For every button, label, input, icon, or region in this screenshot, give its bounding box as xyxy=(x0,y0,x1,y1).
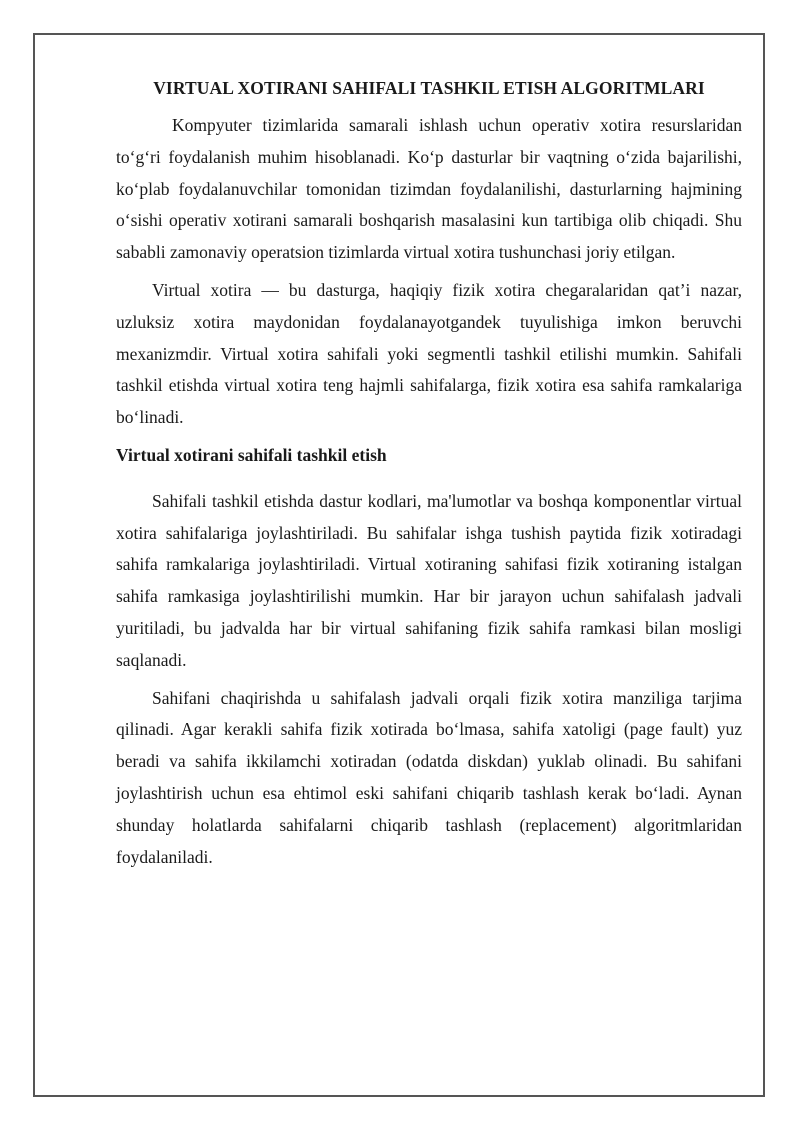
intro-paragraph: Kompyuter tizimlarida samarali ishlash uchun operativ xotira resurslaridan to‘g‘ri foydalanish muhim hisoblanadi. Ko‘p dasturlar bir vaqtning o‘zida bajarilishi, ko‘plab foydalanuvchilar tomonidan tizimdan foydalanilishi, dasturlarning hajmining o‘sishi operativ xotirani samarali boshqarish masalasini kun tartibiga olib chiqadi. Shu sababli zamonaviy operatsion tizimlarda virtual xotira tushunchasi joriy etilgan. xyxy=(116,115,742,263)
section-heading: Virtual xotirani sahifali tashkil etish xyxy=(116,444,387,465)
paging-paragraph: Sahifali tashkil etishda dastur kodlari, ma'lumotlar va boshqa komponentlar virtual xotira sahifalariga joylashtiriladi. Bu sahifalar ishga tushish paytida fizik xotiradagi sahifa ramkalariga joylashtiriladi. Virtual xotiraning sahifasi fizik xotiraning istalgan sahifa ramkasiga joylashtirilishi mumkin. Har bir jarayon uchun sahifalash jadvali yuritiladi, bu jadvalda har bir virtual sahifaning fizik sahifa ramkasi bilan mosligi saqlanadi. xyxy=(116,490,742,670)
document-body xyxy=(116,72,742,879)
document-title: VIRTUAL XOTIRANI SAHIFALI TASHKIL ETISH ALGORITMLARI xyxy=(153,78,705,98)
virtual-memory-definition-paragraph: Virtual xotira — bu dasturga, haqiqiy fizik xotira chegaralaridan qat’i nazar, uzluksiz xotira maydonidan foydalanayotgandek tuyulishiga imkon beruvchi mexanizmdir. Virtual xotira sahifali yoki segmentli tashkil etilishi mumkin. Sahifali tashkil etishda virtual xotira teng hajmli sahifalarga, fizik xotira esa sahifa ramkalariga bo‘linadi. xyxy=(116,279,742,428)
page-fault-paragraph: Sahifani chaqirishda u sahifalash jadvali orqali fizik xotira manziliga tarjima qilinadi. Agar kerakli sahifa fizik xotirada bo‘lmasa, sahifa xatoligi (page fault) yuz beradi va sahifa ikkilamchi xotiradan (odatda diskdan) yuklab olinadi. Bu sahifani joylashtirish uchun esa ehtimol eski sahifani chiqarib tashlash kerak bo‘ladi. Aynan shunday holatlarda sahifalarni chiqarib tashlash (replacement) algoritmlaridan foydalaniladi. xyxy=(116,687,742,867)
